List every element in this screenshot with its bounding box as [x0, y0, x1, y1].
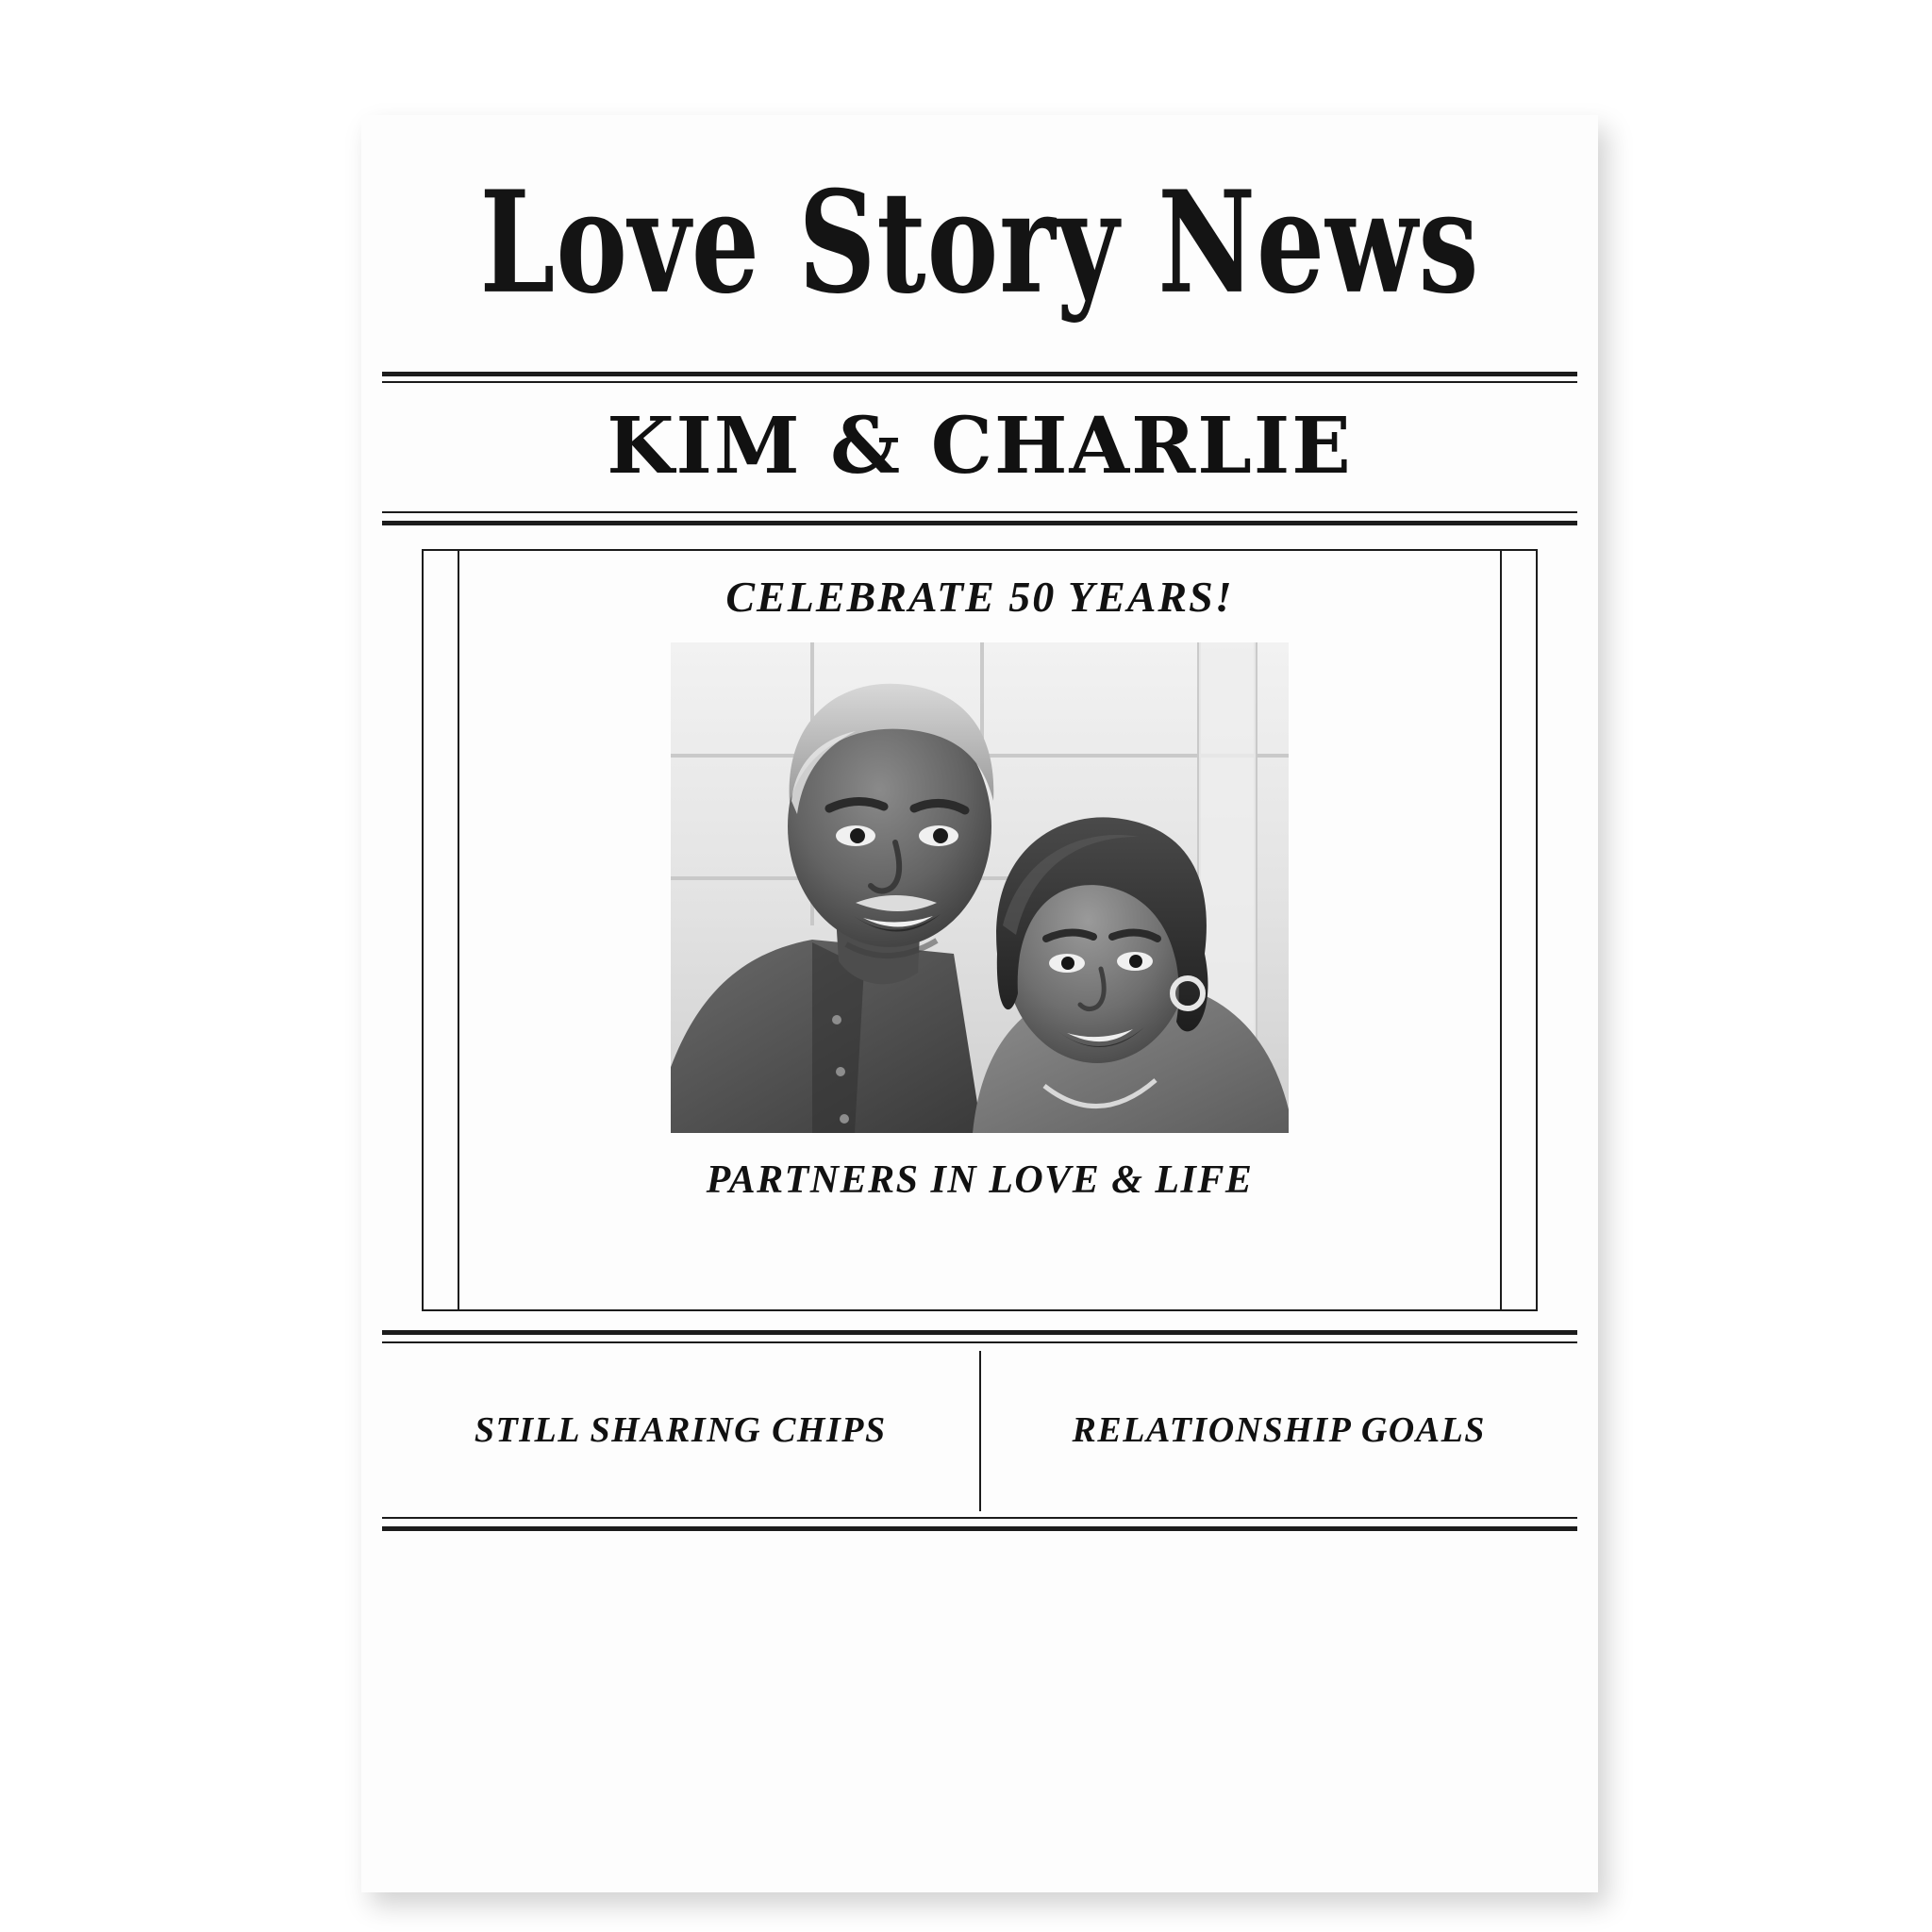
lower-column-right [981, 1351, 1578, 1511]
lower-column-right-text: RELATIONSHIP GOALS [1072, 1410, 1486, 1451]
rule-names-bottom-thick [382, 521, 1577, 525]
rule-masthead-bottom [382, 381, 1577, 383]
photo-caption: PARTNERS IN LOVE & LIFE [706, 1158, 1254, 1202]
feature-inner [458, 551, 1502, 1309]
rule-footer-thin [382, 1517, 1577, 1519]
rule-lower-top-thick [382, 1330, 1577, 1335]
couple-photo [671, 642, 1289, 1133]
feature-kicker: CELEBRATE 50 YEARS! [725, 573, 1234, 621]
lower-columns [382, 1351, 1577, 1511]
names-band [361, 385, 1598, 508]
rule-names-bottom-thin [382, 511, 1577, 513]
lower-column-left [382, 1351, 981, 1511]
lower-column-left-text: STILL SHARING CHIPS [474, 1410, 887, 1451]
rule-footer-thick [382, 1526, 1577, 1531]
rule-masthead-top [382, 372, 1577, 376]
masthead [361, 115, 1598, 370]
rule-lower-top-thin [382, 1341, 1577, 1343]
feature-box [422, 549, 1538, 1311]
masthead-title: Love Story News [479, 159, 1480, 325]
newspaper-card [361, 115, 1598, 1892]
couple-names: KIM & CHARLIE [607, 401, 1353, 491]
